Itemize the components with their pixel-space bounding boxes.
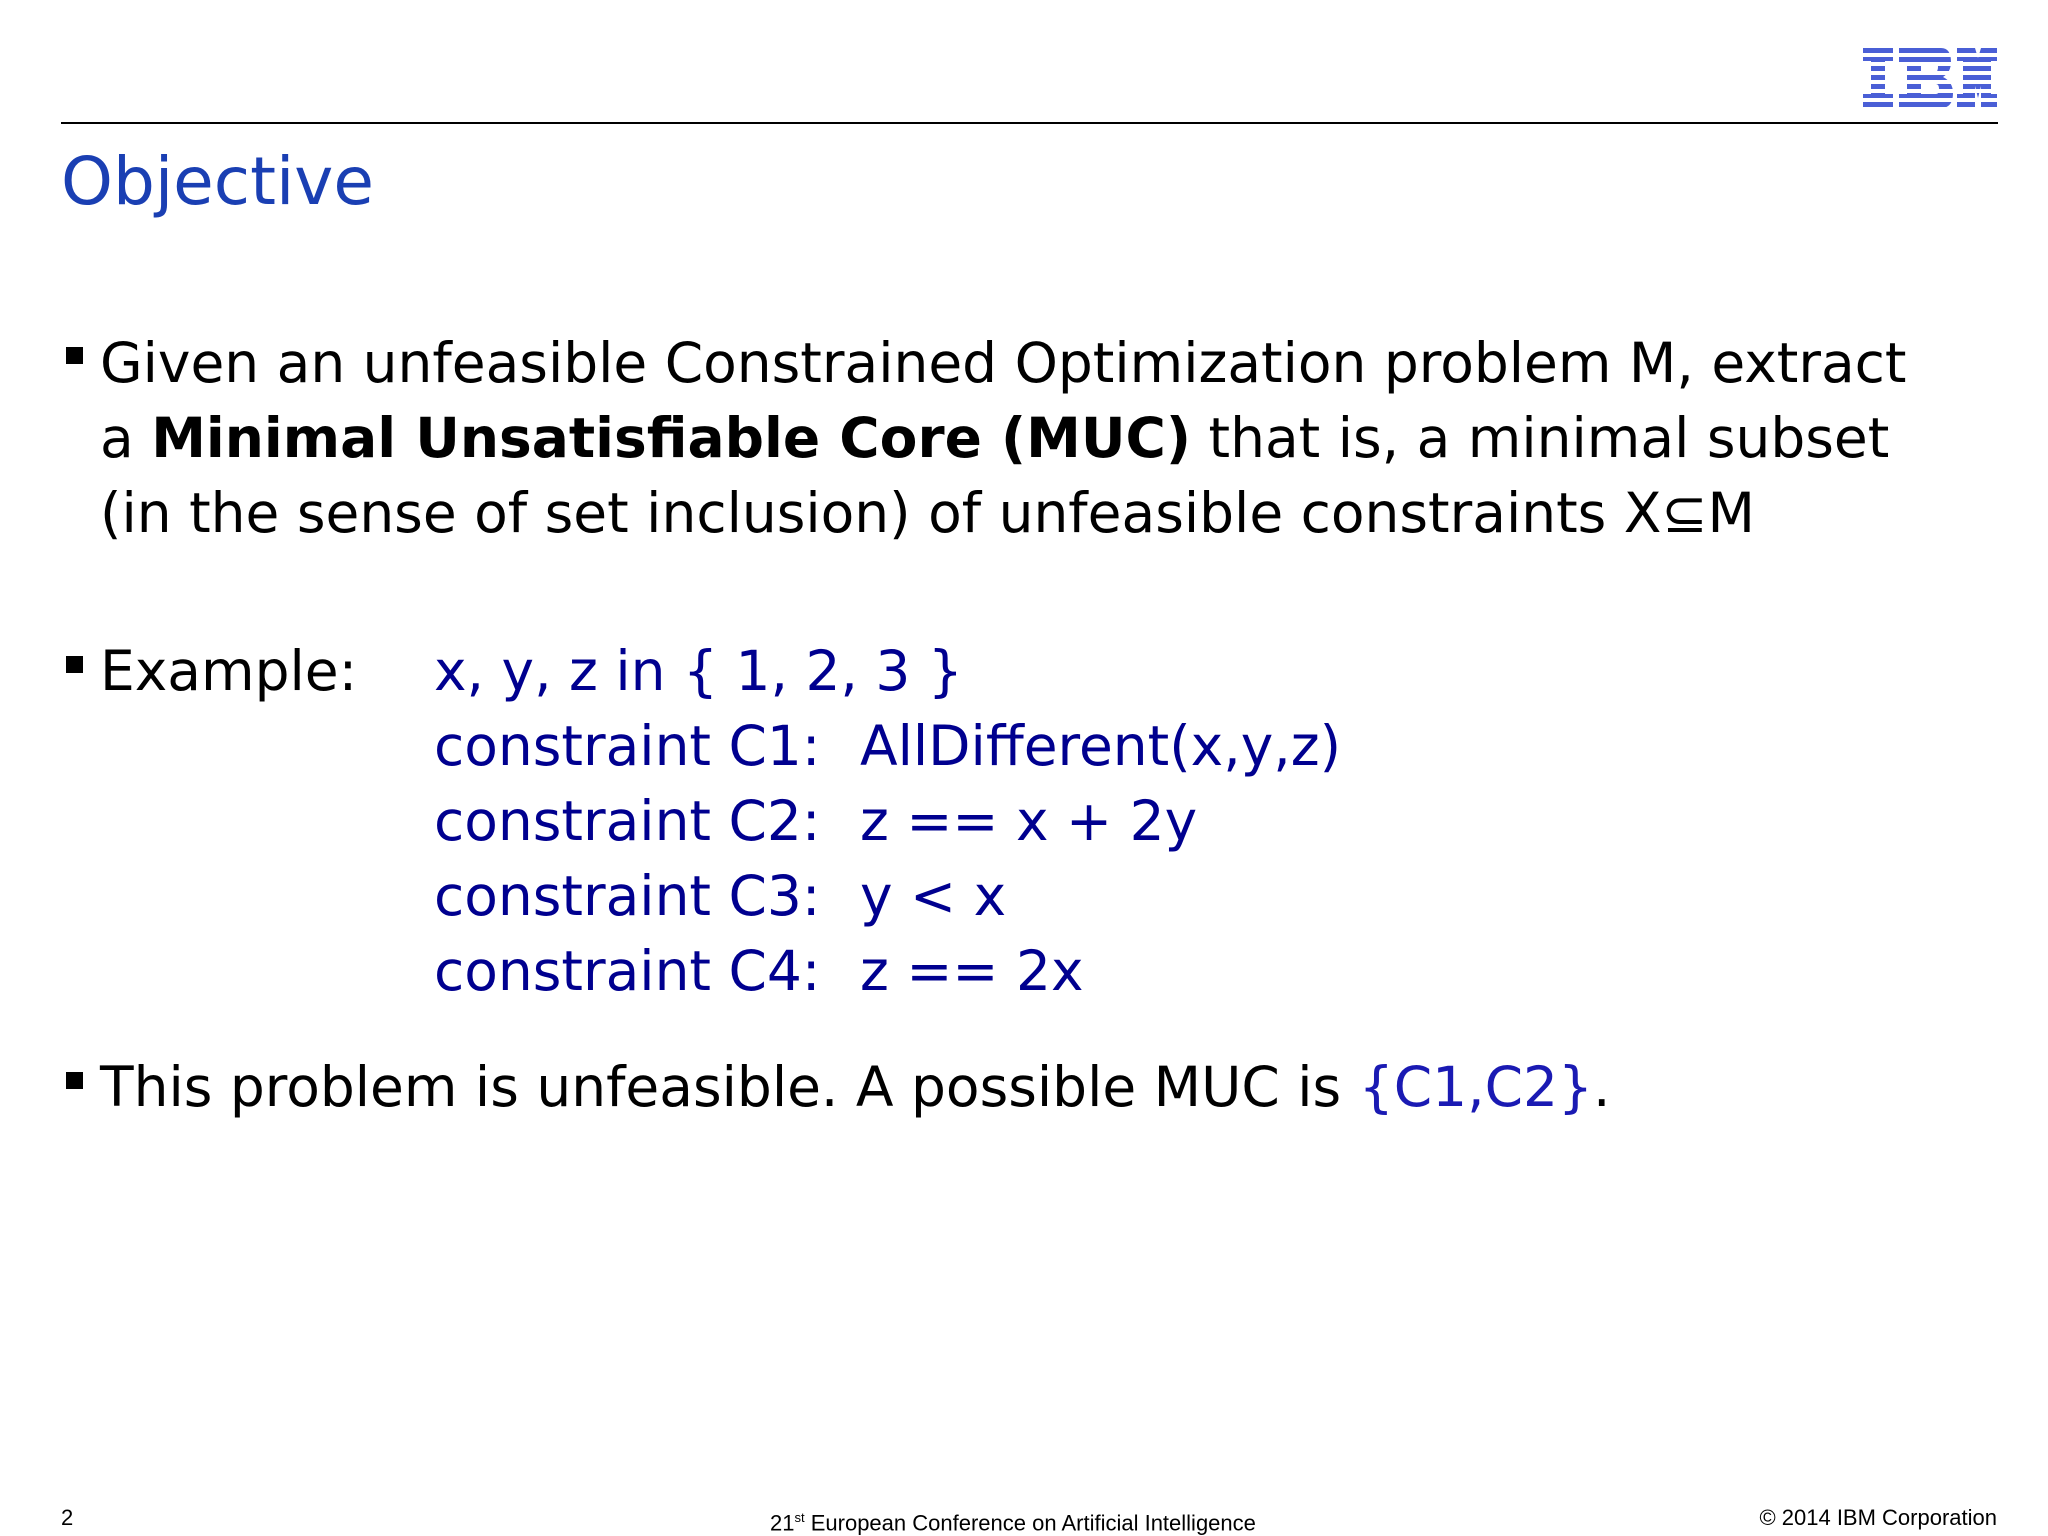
conference-sup: st [794, 1510, 805, 1525]
muc-term: Minimal Unsatisfiable Core (MUC) [151, 406, 1192, 470]
bullet-3-end: . [1592, 1055, 1611, 1119]
bullet-3 [100, 1050, 1610, 1125]
copyright: © 2014 IBM Corporation [1759, 1505, 1997, 1530]
constraint-label: constraint C3: [434, 864, 821, 928]
page-number: 2 [61, 1505, 74, 1530]
bullet-marker [66, 1072, 83, 1089]
bullet-marker [66, 347, 83, 364]
constraint-label: constraint C2: [434, 789, 821, 853]
header-rule [61, 122, 1998, 124]
bullet-marker [66, 656, 83, 673]
constraint-expr: AllDifferent(x,y,z) [860, 714, 1342, 778]
example-label: Example: [100, 639, 358, 703]
constraint-label: constraint C4: [434, 939, 821, 1003]
example-domain: x, y, z in { 1, 2, 3 } [434, 639, 963, 703]
bullet-1-line-3: (in the sense of set inclusion) of unfeasible constraints X⊆M [100, 481, 1755, 545]
ibm-logo [1863, 48, 1997, 108]
bullet-1-line-2 [100, 401, 1889, 476]
bullet-1-suffix: that is, a minimal subset [1191, 406, 1890, 470]
bullet-3-text: This problem is unfeasible. A possible MUC is [100, 1055, 1359, 1119]
constraint-expr: z == 2x [860, 939, 1084, 1003]
constraint-expr: z == x + 2y [860, 789, 1198, 853]
constraint-label: constraint C1: [434, 714, 821, 778]
conference-prefix: 21 [770, 1510, 795, 1536]
constraint-expr: y < x [860, 864, 1007, 928]
slide-title: Objective [61, 143, 374, 220]
muc-example: {C1,C2} [1358, 1055, 1593, 1119]
conference-name [770, 1505, 1256, 1536]
conference-suffix: European Conference on Artificial Intelligence [804, 1510, 1256, 1536]
bullet-1-line-1: Given an unfeasible Constrained Optimization problem M, extract [100, 331, 1907, 395]
bullet-1-prefix: a [100, 406, 152, 470]
